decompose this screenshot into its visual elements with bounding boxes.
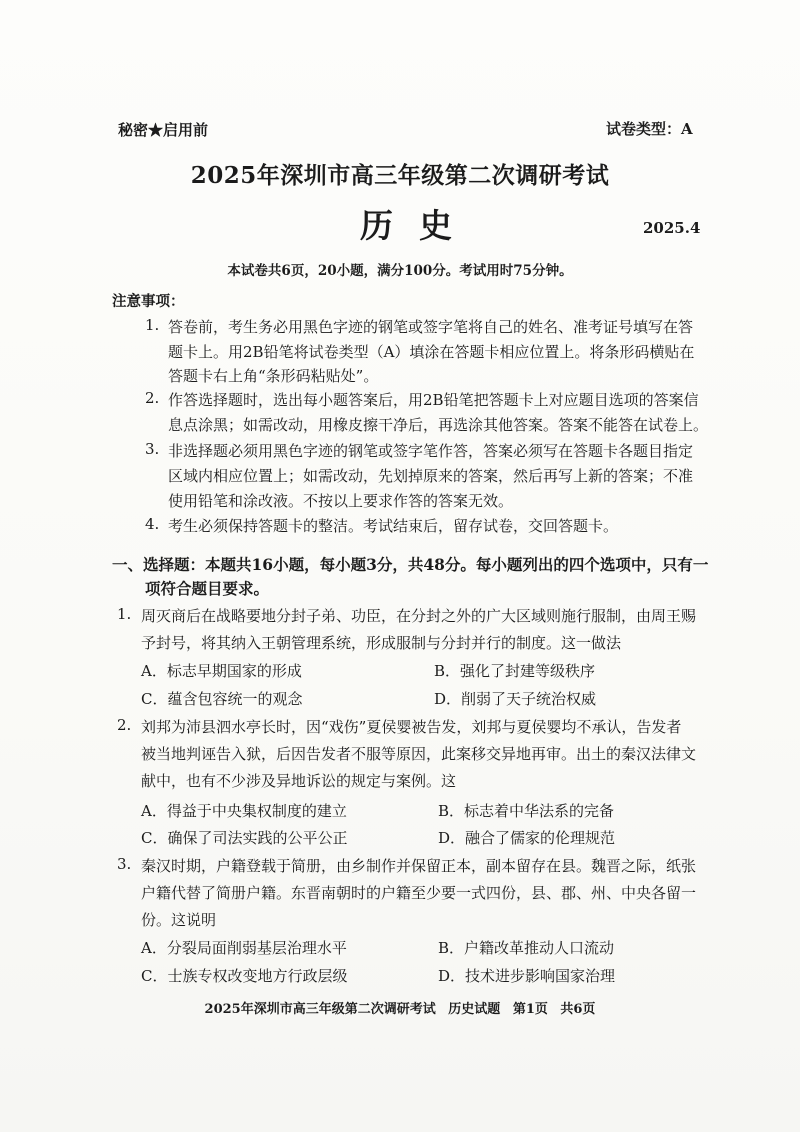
note-line: 区域内相应位置上；如需改动，先划掉原来的答案，然后再写上新的答案；不准 [168, 467, 694, 485]
footer-total: 共6页 [560, 1002, 596, 1017]
secret-label: 秘密★启用前 [118, 121, 209, 139]
exam-title: 2025年深圳市高三年级第二次调研考试 [190, 162, 610, 189]
question-stem: 被当地判诬告入狱，后因告发者不服等原因，此案移交异地再审。出土的秦汉法律文 [141, 745, 697, 763]
question-number: 1. [117, 605, 132, 623]
question-number: 3. [117, 855, 132, 873]
note-number: 1. [145, 316, 160, 334]
question-stem: 献中，也有不少涉及异地诉讼的规定与案例。这 [141, 772, 457, 790]
section-title: 一、选择题：本题共16小题，每小题3分，共48分。每小题列出的四个选项中，只有一 [112, 555, 709, 574]
option-d: D．削弱了天子统治权威 [434, 690, 597, 708]
note-number: 2. [145, 389, 160, 407]
note-line: 使用铅笔和涂改液。不按以上要求作答的答案无效。 [168, 492, 514, 510]
option-c: C．蕴含包容统一的观念 [141, 690, 303, 708]
footer-title: 2025年深圳市高三年级第二次调研考试 [204, 1002, 436, 1017]
option-d: D．技术进步影响国家治理 [438, 967, 616, 985]
option-c: C．确保了司法实践的公平公正 [141, 829, 348, 847]
exam-date: 2025.4 [643, 219, 701, 237]
question-stem: 予封号，将其纳入王朝管理系统，形成服制与分封并行的制度。这一做法 [141, 634, 622, 652]
option-b: B．标志着中华法系的完备 [438, 802, 615, 820]
option-d: D．融合了儒家的伦理规范 [438, 829, 616, 847]
question-stem: 周灭商后在战略要地分封子弟、功臣，在分封之外的广大区域则施行服制，由周王赐 [141, 607, 697, 625]
note-line: 答题卡右上角“条形码粘贴处”。 [168, 367, 379, 385]
question-stem: 刘邦为沛县泗水亭长时，因“戏伤”夏侯婴被告发，刘邦与夏侯婴均不承认，告发者 [141, 718, 682, 736]
option-c: C．士族专权改变地方行政层级 [141, 967, 348, 985]
note-number: 4. [145, 515, 160, 533]
footer-subject: 历史试题 [448, 1002, 501, 1017]
paper-type: 试卷类型：A [606, 120, 693, 138]
section-title-cont: 项符合题目要求。 [145, 579, 270, 598]
question-stem: 秦汉时期，户籍登载于简册，由乡制作并保留正本，副本留存在县。魏晋之际，纸张 [141, 857, 697, 875]
note-line: 息点涂黑；如需改动，用橡皮擦干净后，再选涂其他答案。答案不能答在试卷上。 [168, 416, 709, 434]
note-line: 非选择题必须用黑色字迹的钢笔或签字笔作答，答案必须写在答题卡各题目指定 [168, 442, 694, 460]
subject-title: 历史 [360, 206, 478, 245]
note-line: 答卷前，考生务必用黑色字迹的钢笔或签字笔将自己的姓名、准考证号填写在答 [168, 318, 694, 336]
notes-heading: 注意事项： [112, 293, 185, 310]
question-number: 2. [117, 716, 132, 734]
option-a: A．得益于中央集权制度的建立 [141, 802, 347, 820]
note-line: 题卡上。用2B铅笔将试卷类型（A）填涂在答题卡相应位置上。将条形码横贴在 [168, 343, 695, 361]
option-b: B．户籍改革推动人口流动 [438, 939, 615, 957]
question-stem: 份。这说明 [141, 911, 217, 929]
paper-info: 本试卷共6页，20小题，满分100分。考试用时75分钟。 [227, 263, 573, 279]
footer-page: 第1页 [512, 1002, 548, 1017]
page-footer [0, 998, 800, 1017]
option-a: A．分裂局面削弱基层治理水平 [141, 939, 347, 957]
note-line: 作答选择题时，选出每小题答案后，用2B铅笔把答题卡上对应题目选项的答案信 [168, 391, 699, 409]
question-stem: 户籍代替了简册户籍。东晋南朝时的户籍至少要一式四份，县、郡、州、中央各留一 [141, 884, 697, 902]
note-number: 3. [145, 440, 160, 458]
note-line: 考生必须保持答题卡的整洁。考试结束后，留存试卷，交回答题卡。 [168, 517, 619, 535]
option-a: A．标志早期国家的形成 [141, 662, 302, 680]
option-b: B．强化了封建等级秩序 [434, 662, 596, 680]
